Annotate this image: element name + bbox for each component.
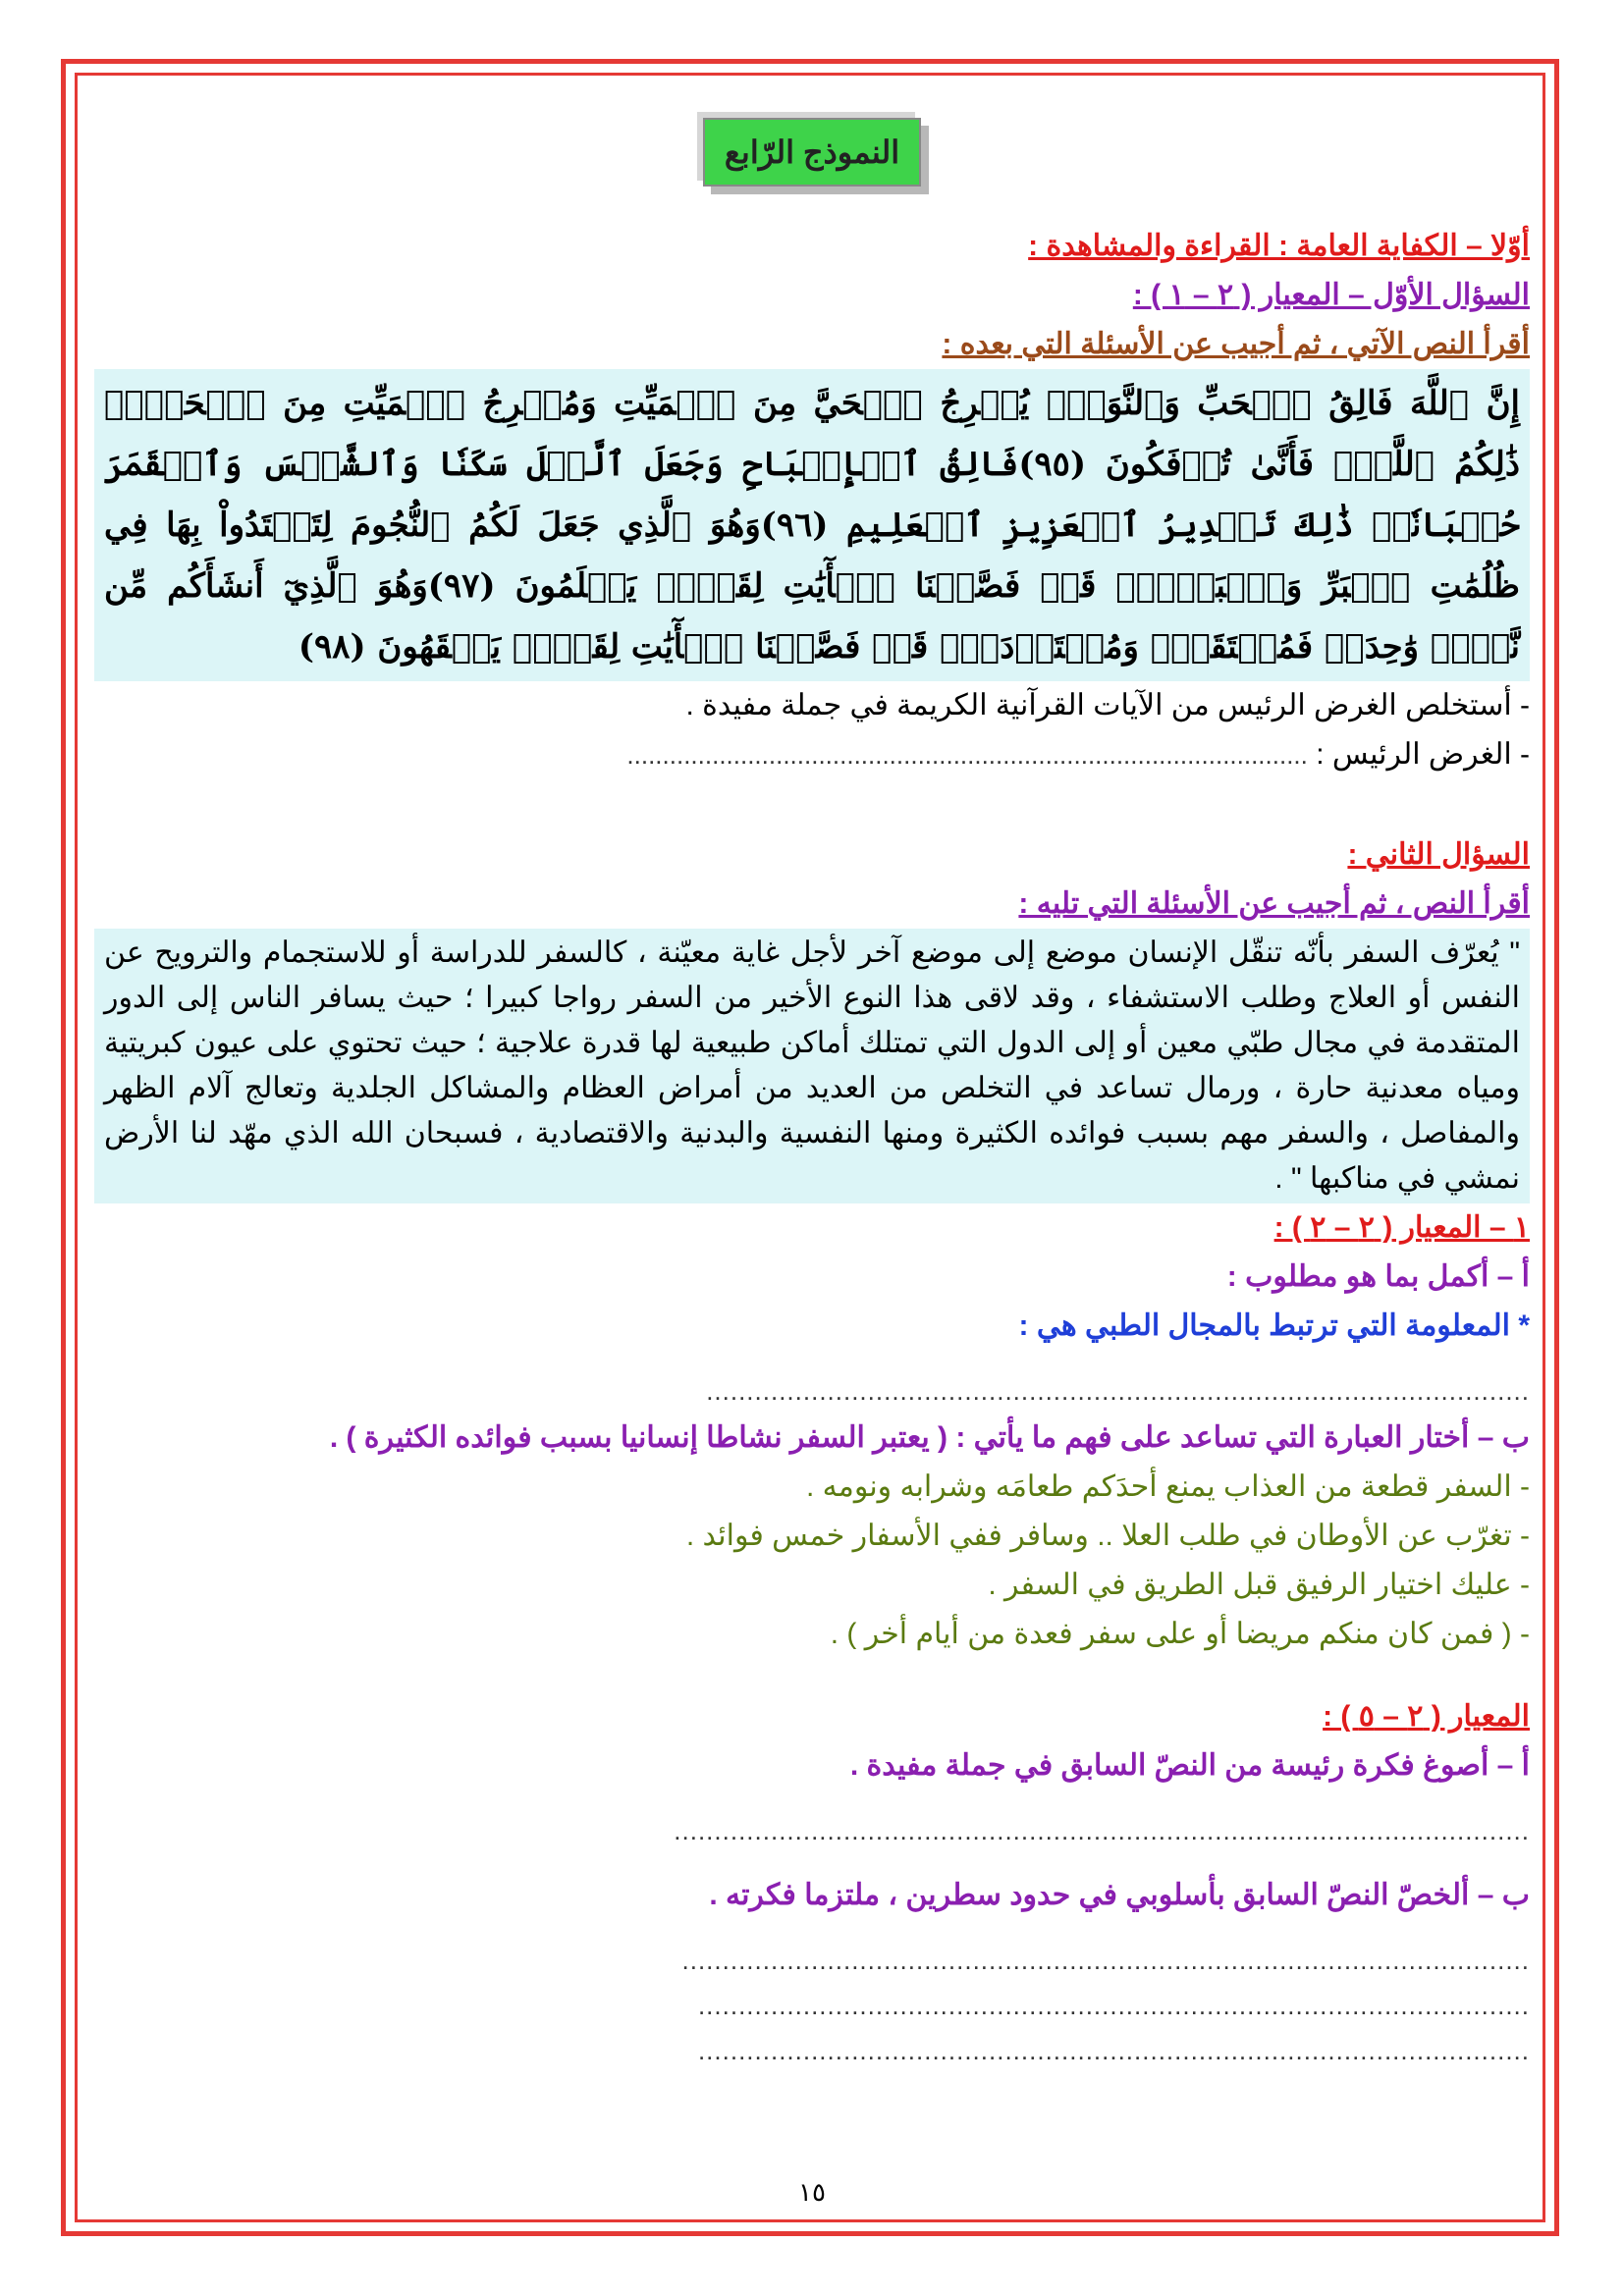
question-2-heading: السؤال الثاني :	[1347, 838, 1530, 871]
option-1[interactable]: - السفر قطعة من العذاب يمنع أحدَكم طعامَه وشرابه ونومه .	[806, 1470, 1530, 1503]
part-a-item: * المعلومة التي ترتبط بالمجال الطبي هي :	[1018, 1309, 1530, 1342]
quran-passage: إِنَّ ٱللَّهَ فَالِقُ ٱلۡحَبِّ وَٱلنَّوَىٰۖ يُخۡرِجُ ٱلۡحَيَّ مِنَ ٱلۡمَيِّتِ وَمُخۡرِجُ ٱلۡمَيِّتِ مِنَ ٱلۡحَيِّۚ ذَٰلِكُمُ ٱللَّهُۖ فَأَنَّىٰ تُؤۡفَكُونَ (٩٥)فَالِقُ ٱلۡإِصۡبَاحِ وَجَعَلَ ٱلَّيۡلَ سَكَنٗا وَٱلشَّمۡسَ وَٱلۡقَمَرَ حُسۡبَانٗاۚ ذَٰلِكَ تَقۡدِيرُ ٱلۡعَزِيزِ ٱلۡعَلِيمِ (٩٦)وَهُوَ ٱلَّذِي جَعَلَ لَكُمُ ٱلنُّجُومَ لِتَهۡتَدُواْ بِهَا فِي ظُلُمَٰتِ ٱلۡبَرِّ وَٱلۡبَحۡرِۗ قَدۡ فَصَّلۡنَا ٱلۡأٓيَٰتِ لِقَوۡمٖ يَعۡلَمُونَ (٩٧)وَهُوَ ٱلَّذِيٓ أَنشَأَكُم مِّن نَّفۡسٖ وَٰحِدَةٖ فَمُسۡتَقَرّٞ وَمُسۡتَوۡدَعٞۗ قَدۡ فَصَّلۡنَا ٱلۡأٓيَٰتِ لِقَوۡمٖ يَفۡقَهُونَ (٩٨)	[94, 369, 1530, 681]
part-b-heading: ب – أختار العبارة التي تساعد على فهم ما يأتي : ( يعتبر السفر نشاطا إنسانيا بسبب فوائده الكثيرة ) .	[329, 1421, 1530, 1454]
worksheet-content	[94, 118, 1530, 2073]
task-a: أ – أصوغ فكرة رئيسة من النصّ السابق في جملة مفيدة .	[849, 1749, 1530, 1782]
section-heading: أوّلا – الكفاية العامة : القراءة والمشاهدة :	[1028, 230, 1530, 262]
task-b-answer-dots-2[interactable]: .......................................................................................................	[697, 1991, 1530, 2020]
question-1-task: - أستخلص الغرض الرئيس من الآيات القرآنية الكريمة في جملة مفيدة .	[685, 689, 1530, 721]
reading-passage: " يُعرّف السفر بأنّه تنقّل الإنسان موضع إلى موضع آخر لأجل غاية معيّنة ، كالسفر للدراسة أو للاستجمام والترويح عن النفس أو العلاج وطلب الاستشفاء ، وقد لاقى هذا النوع الأخير من السفر رواجا كبيرا ؛ حيث يسافر الناس إلى الدور المتقدمة في مجال طبّي معين أو إلى الدول التي تمتلك أماكن طبيعية لها قدرة علاجية ؛ حيث تحتوي على عيون كبريتية ومياه معدنية حارة ، ورمال تساعد في التخلص من العديد من أمراض العظام والمشاكل الجلدية وتعالج آلام الظهر والمفاصل ، والسفر مهم بسبب فوائده الكثيرة ومنها النفسية والبدنية والاقتصادية ، فسبحان الله الذي مهّد لنا الأرض نمشي في مناكبها " .	[94, 929, 1530, 1203]
task-b-answer-dots-1[interactable]: .........................................................................................................	[681, 1946, 1530, 1975]
answer-line[interactable]	[94, 730, 1530, 779]
page-title: النموذج الرّابع	[703, 118, 921, 187]
option-3[interactable]: - عليك اختيار الرفيق قبل الطريق في السفر .	[988, 1569, 1530, 1601]
standard-2-2: ١ – المعيار ( ٢ – ٢ ) :	[1273, 1211, 1530, 1244]
title-wrap	[94, 118, 1530, 187]
task-b: ب – ألخصّ النصّ السابق بأسلوبي في حدود سطرين ، ملتزما فكرته .	[709, 1879, 1530, 1911]
part-a-heading: أ – أكمل بما هو مطلوب :	[1226, 1260, 1530, 1293]
answer-dots: ................................................................................................	[626, 740, 1308, 770]
option-2[interactable]: - تغرّب عن الأوطان في طلب العلا .. وسافر ففي الأسفار خمس فوائد .	[685, 1520, 1530, 1552]
page-number: ١٥	[798, 2177, 826, 2207]
question-1-heading: السؤال الأوّل – المعيار ( ٢ – ١ ) :	[1132, 279, 1530, 311]
task-b-answer-dots-3[interactable]: .......................................................................................................	[697, 2036, 1530, 2065]
answer-label: - الغرض الرئيس :	[1307, 738, 1530, 771]
standard-2-5: المعيار ( ٢ – ٥ ) :	[1323, 1700, 1530, 1733]
option-4[interactable]: - ( فمن كان منكم مريضا أو على سفر فعدة من أيام أخر ) .	[830, 1618, 1530, 1650]
question-1-instruction: أقرأ النص الآتي ، ثم أجيب عن الأسئلة التي بعده :	[942, 328, 1530, 360]
task-a-answer-dots[interactable]: ..........................................................................................................	[674, 1816, 1530, 1845]
question-2-instruction: أقرأ النص ، ثم أجيب عن الأسئلة التي تليه :	[1018, 887, 1530, 920]
part-a-answer-dots[interactable]: ......................................................................................................	[706, 1376, 1530, 1406]
